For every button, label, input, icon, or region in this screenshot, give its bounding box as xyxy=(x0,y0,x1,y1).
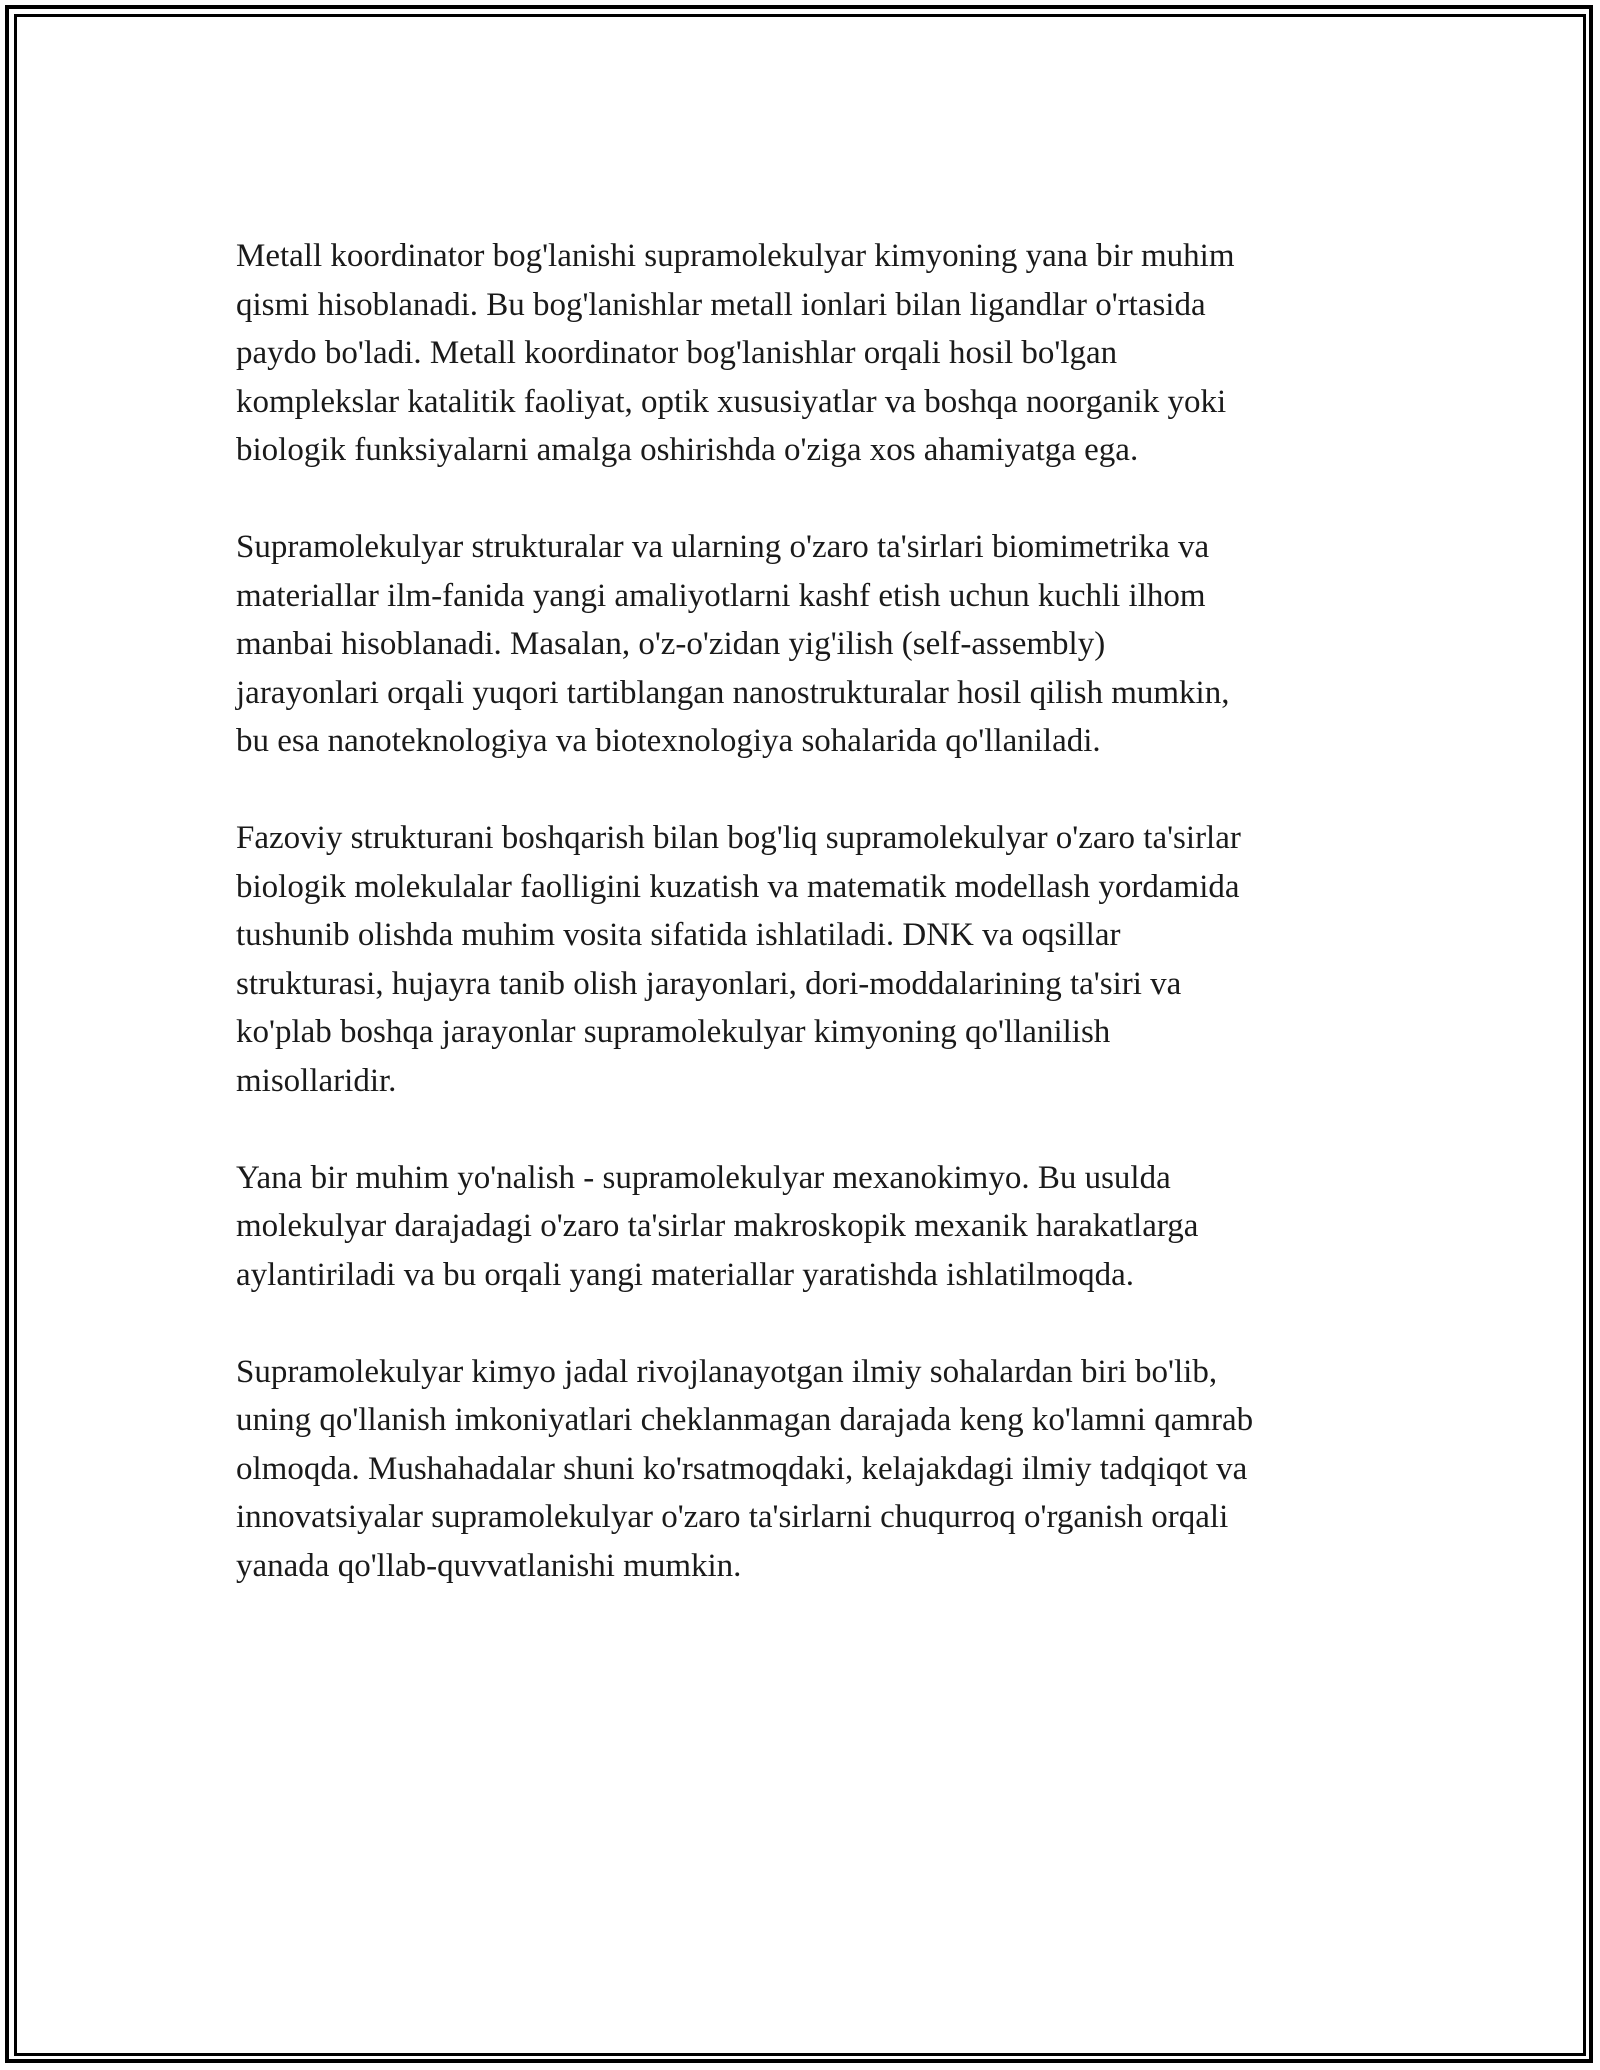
text-line: Metall koordinator bog'lanishi supramolekulyar kimyoning yana bir muhim xyxy=(236,238,1235,274)
text-line: Supramolekulyar kimyo jadal rivojlanayotgan ilmiy sohalardan biri bo'lib, xyxy=(236,1353,1218,1390)
text-line: misollaridir. xyxy=(236,1062,397,1099)
text-line: materiallar ilm-fanida yangi amaliyotlarni kashf etish uchun kuchli ilhom xyxy=(236,577,1206,614)
text-line: strukturasi, hujayra tanib olish jarayonlari, dori-moddalarining ta'siri va xyxy=(236,965,1182,1002)
text-line: olmoqda. Mushahadalar shuni ko'rsatmoqdaki, kelajakdagi ilmiy tadqiqot va xyxy=(236,1450,1248,1487)
text-line: jarayonlari orqali yuqori tartiblangan nanostrukturalar hosil qilish mumkin, xyxy=(236,674,1230,711)
text-line: komplekslar katalitik faoliyat, optik xususiyatlar va boshqa noorganik yoki xyxy=(236,383,1227,420)
text-line: biologik molekulalar faolligini kuzatish va matematik modellash yordamida xyxy=(236,868,1240,905)
text-line: biologik funksiyalarni amalga oshirishda o'ziga xos ahamiyatga ega. xyxy=(236,432,1139,468)
text-line: uning qo'llanish imkoniyatlari cheklanmagan darajada keng ko'lamni qamrab xyxy=(236,1402,1254,1438)
paragraph-mechanochemistry xyxy=(236,1154,1386,1300)
document-body xyxy=(236,232,1386,1639)
text-line: Fazoviy strukturani boshqarish bilan bog'liq supramolekulyar o'zaro ta'sirlar xyxy=(236,820,1241,856)
text-line: qismi hisoblanadi. Bu bog'lanishlar metall ionlari bilan ligandlar o'rtasida xyxy=(236,286,1206,323)
text-line: tushunib olishda muhim vosita sifatida ishlatiladi. DNK va oqsillar xyxy=(236,917,1121,953)
text-line: aylantiriladi va bu orqali yangi materiallar yaratishda ishlatilmoqda. xyxy=(236,1256,1135,1293)
text-line: ko'plab boshqa jarayonlar supramolekulyar kimyoning qo'llanilish xyxy=(236,1014,1111,1050)
text-line: Yana bir muhim yo'nalish - supramolekulyar mexanokimyo. Bu usulda xyxy=(236,1159,1171,1196)
text-line: Supramolekulyar strukturalar va ularning o'zaro ta'sirlari biomimetrika va xyxy=(236,529,1210,565)
paragraph-spatial-structure xyxy=(236,814,1386,1105)
text-line: innovatsiyalar supramolekulyar o'zaro ta'sirlarni chuqurroq o'rganish orqali xyxy=(236,1499,1229,1535)
paragraph-metal-coordination xyxy=(236,232,1386,475)
text-line: molekulyar darajadagi o'zaro ta'sirlar makroskopik mexanik harakatlarga xyxy=(236,1208,1199,1244)
text-line: manbai hisoblanadi. Masalan, o'z-o'zidan yig'ilish (self-assembly) xyxy=(236,626,1106,662)
paragraph-supramolecular-structures xyxy=(236,523,1386,766)
text-line: paydo bo'ladi. Metall koordinator bog'lanishlar orqali hosil bo'lgan xyxy=(236,335,1118,371)
text-line: bu esa nanoteknologiya va biotexnologiya sohalarida qo'llaniladi. xyxy=(236,723,1101,759)
text-line: yanada qo'llab-quvvatlanishi mumkin. xyxy=(236,1547,742,1584)
paragraph-conclusion xyxy=(236,1348,1386,1591)
